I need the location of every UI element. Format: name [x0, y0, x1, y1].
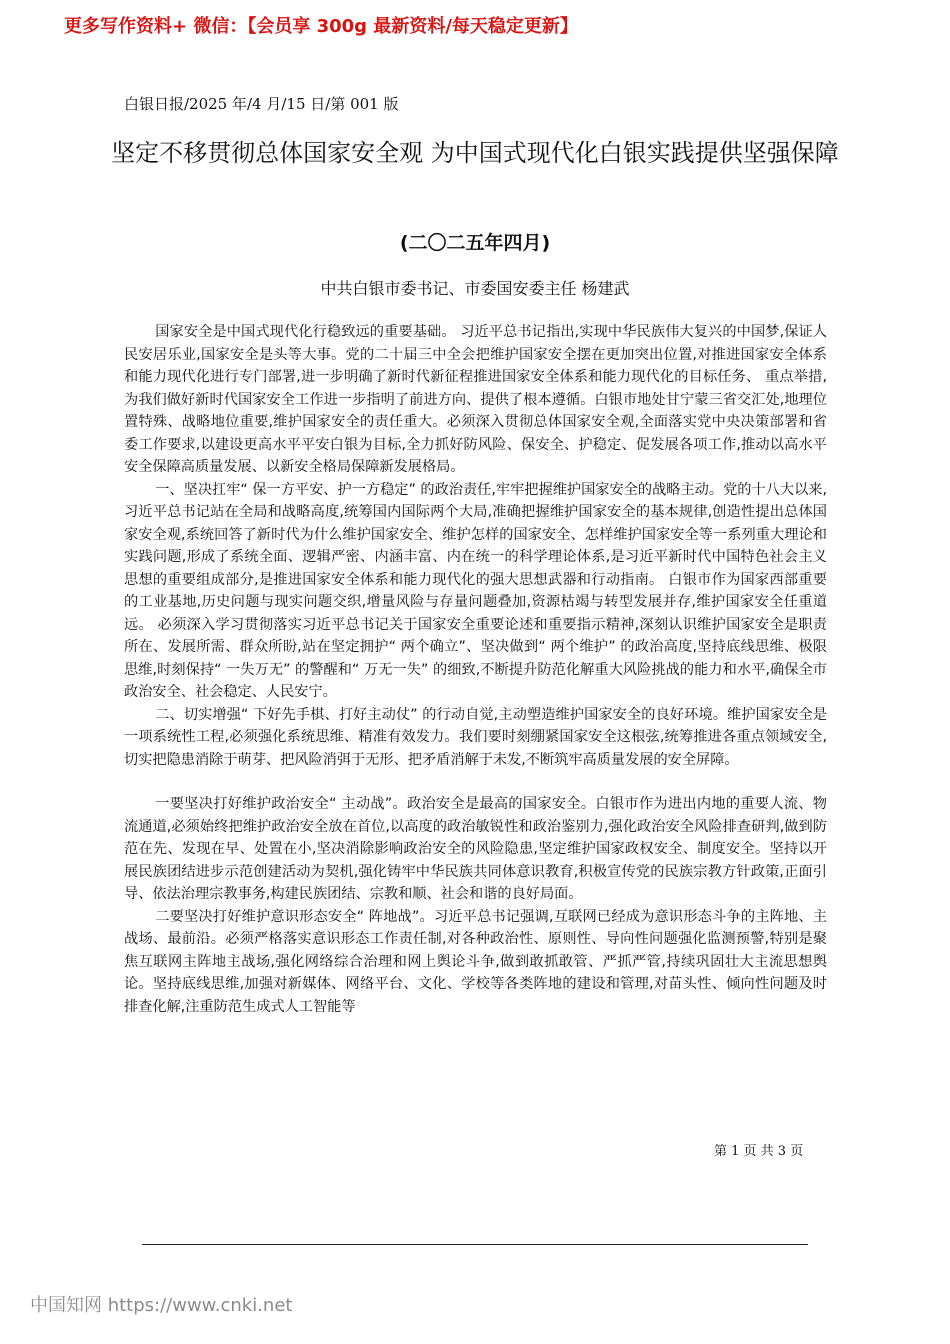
footer-divider	[142, 1244, 808, 1245]
paragraph-section-2: 二、切实增强“ 下好先手棋、打好主动仗” 的行动自觉,主动塑造维护国家安全的良好环境。维护国家安全是一项系统性工程,必须强化系统思维、精准有效发力。我们要时刻绷紧国家安全这根弦,统筹推进各重点领域安全,切实把隐患消除于萌芽、把风险消弭于无形、把矛盾消解于未发,不断筑牢高质量发展的安全屏障。	[124, 706, 827, 768]
paragraph-intro: 国家安全是中国式现代化行稳致远的重要基础。 习近平总书记指出,实现中华民族伟大复兴的中国梦,保证人民安居乐业,国家安全是头等大事。党的二十届三中全会把维护国家安全摆在更加突出位置,对推进国家安全体系和能力现代化进行专门部署,进一步明确了新时代新征程推进国家安全体系和能力现代化的目标任务、 重点举措,为我们做好新时代国家安全工作进一步指明了前进方向、提供了根本遵循。白银市地处甘宁蒙三省交汇处,地理位置特殊、战略地位重要,维护国家安全的责任重大。必须深入贯彻总体国家安全观,全面落实党中央决策部署和省委工作要求,以建设更高水平平安白银为目标,全力抓好防风险、保安全、护稳定、促发展各项工作,推动以高水平安全保障高质量发展、以新安全格局保障新发展格局。	[124, 324, 827, 475]
article-body	[124, 321, 827, 1018]
page-number: 第 1 页 共 3 页	[714, 1144, 804, 1159]
article-author: 中共白银市委书记、市委国安委主任 杨建武	[320, 279, 630, 298]
newspaper-dateline: 白银日报/2025 年/4 月/15 日/第 001 版	[124, 95, 399, 113]
paragraph-section-1: 一、坚决扛牢“ 保一方平安、护一方稳定” 的政治责任,牢牢把握维护国家安全的战略主动。党的十八大以来,习近平总书记站在全局和战略高度,统筹国内国际两个大局,准确把握维护国家安全的基本规律,创造性提出总体国家安全观,系统回答了新时代为什么维护国家安全、维护怎样的国家安全、怎样维护国家安全等一系列重大理论和实践问题,形成了系统全面、逻辑严密、内涵丰富、内在统一的科学理论体系,是习近平新时代中国特色社会主义思想的重要组成部分,是推进国家安全体系和能力现代化的强大思想武器和行动指南。 白银市作为国家西部重要的工业基地,历史问题与现实问题交织,增量风险与存量问题叠加,资源枯竭与转型发展并存,维护国家安全任重道远。 必须深入学习贯彻落实习近平总书记关于国家安全重要论述和重要指示精神,深刻认识维护国家安全是职责所在、发展所需、群众所盼,站在坚定拥护“ 两个确立”、坚决做到“ 两个维护” 的政治高度,坚持底线思维、极限思维,时刻保持“ 一失万无” 的警醒和“ 万无一失” 的细致,不断提升防范化解重大风险挑战的能力和水平,确保全市政治安全、社会稳定、人民安宁。	[124, 481, 827, 700]
paragraph-ideology-security: 二要坚决打好维护意识形态安全“ 阵地战”。习近平总书记强调,互联网已经成为意识形态斗争的主阵地、主战场、最前沿。必须严格落实意识形态工作责任制,对各种政治性、原则性、导向性问题强化监测预警,特别是聚焦互联网主阵地主战场,强化网络综合治理和网上舆论斗争,做到敢抓敢管、严抓严管,持续巩固壮大主流思想舆论。坚持底线思维,加强对新媒体、网络平台、文化、学校等各类阵地的建设和管理,对苗头性、倾向性问题及时排查化解,注重防范生成式人工智能等	[124, 908, 827, 1015]
article-date-subtitle: (二〇二五年四月)	[399, 232, 551, 254]
article-title: 坚定不移贯彻总体国家安全观 为中国式现代化白银实践提供坚强保障	[111, 139, 839, 167]
cnki-watermark: 中国知网 https://www.cnki.net	[30, 1295, 293, 1316]
promo-banner: 更多写作资料+ 微信：【会员享 300g 最新资料/每天稳定更新】	[64, 16, 578, 37]
paragraph-political-security: 一要坚决打好维护政治安全“ 主动战”。政治安全是最高的国家安全。白银市作为进出内地的重要人流、物流通道,必须始终把维护政治安全放在首位,以高度的政治敏锐性和政治鉴别力,强化政治安全风险排查研判,做到防范在先、发现在早、处置在小,坚决消除影响政治安全的风险隐患,坚定维护国家政权安全、制度安全。坚持以开展民族团结进步示范创建活动为契机,强化铸牢中华民族共同体意识教育,积极宣传党的民族宗教方针政策,正面引导、依法治理宗教事务,构建民族团结、宗教和顺、社会和谐的良好局面。	[124, 796, 827, 902]
